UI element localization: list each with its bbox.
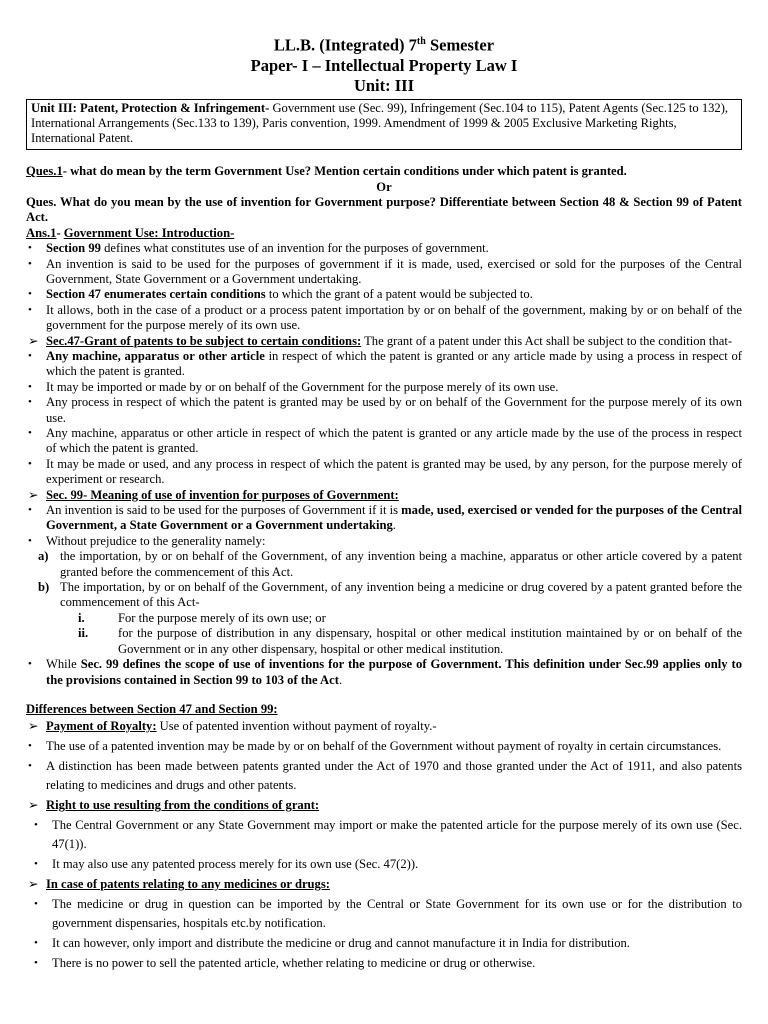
differences-list	[26, 717, 742, 973]
royalty-heading: ➢ Payment of Royalty: Use of patented invention without payment of royalty.-	[28, 719, 437, 734]
list-item: • There is no power to sell the patented article, whether relating to medicine or drug or otherwise.	[34, 956, 536, 971]
section-47-heading: ➢ Sec.47-Grant of patents to be subject to certain conditions: The grant of a patent under this Act shall be subject to the condition that-	[28, 333, 733, 348]
list-item: • Any machine, apparatus or other article in respect of which the patent is granted or any article made by using a process in respect of which the patent is granted.	[28, 348, 742, 379]
list-item: • It allows, both in the case of a product or a process patent importation by or on behalf of the government, making by or on behalf of the government for the purpose merely of its own use.	[28, 302, 742, 333]
answer-1-heading: Ans.1- Government Use: Introduction-	[26, 225, 235, 240]
list-item: • It can however, only import and distribute the medicine or drug and cannot manufacture it in India for distribution.	[34, 936, 630, 951]
list-item: • Any machine, apparatus or other article in respect of which the patent is granted or any article made by the use of the process in respect of which the patent is granted.	[28, 426, 742, 456]
right-to-use-heading: ➢ Right to use resulting from the conditions of grant:	[28, 798, 320, 813]
sub-item-b: b) The importation, by or on behalf of the Government, of any invention being a medicine or drug covered by a patent granted before the commencement of this Act-	[38, 580, 742, 610]
list-item: • Any process in respect of which the patent is granted may be used by or on behalf of the Government for the purpose merely of its own use.	[28, 395, 742, 425]
sub-item-ii: ii. for the purpose of distribution in any dispensary, hospital or other medical institution maintained by or on behalf of the Government or in any other dispensary, hospital or other medical institution.	[78, 626, 742, 656]
list-item: • Section 99 defines what constitutes use of an invention for the purposes of government.	[28, 241, 489, 256]
list-item: • It may also use any patented process merely for its own use (Sec. 47(2)).	[34, 857, 419, 872]
list-item: • The Central Government or any State Government may import or make the patented article for the purpose merely of its own use (Sec. 47(1)).	[34, 818, 742, 852]
differences-heading: Differences between Section 47 and Section 99:	[26, 701, 278, 716]
paper-title: Paper- I – Intellectual Property Law I	[250, 55, 518, 75]
list-item: • It may be made or used, and any process in respect of which the patent is granted may be used, by any person, for the purpose merely of experiment or research.	[28, 456, 742, 487]
question-1: Ques.1- what do mean by the term Government Use? Mention certain conditions under which patent is granted.	[26, 164, 627, 179]
question-1-alt: Ques. What do you mean by the use of invention for Government purpose? Differentiate between Section 48 & Section 99 of Patent Act.	[26, 194, 742, 225]
sub-item-a: a) the importation, by or on behalf of the Government, of any invention being a machine, apparatus or other article covered by a patent granted before the commencement of this Act.	[38, 549, 742, 579]
semester-title: LL.B. (Integrated) 7th Semester	[273, 35, 495, 55]
list-item: • Section 47 enumerates certain conditions to which the grant of a patent would be subjected to.	[28, 287, 533, 302]
list-item: • It may be imported or made by or on behalf of the Government for the purpose merely of its own use.	[28, 379, 559, 394]
list-item: • A distinction has been made between patents granted under the Act of 1970 and those granted under the Act of 1911, and also patents relating to medicines and drugs and other patents.	[28, 759, 742, 793]
document-header	[26, 32, 742, 96]
unit-title: Unit: III	[353, 75, 415, 95]
list-item: • While Sec. 99 defines the scope of use of inventions for the purpose of Government. This definition under Sec.99 applies only to the provisions contained in Section 99 to 103 of the Act.	[28, 657, 742, 687]
list-item: • The use of a patented invention may be made by or on behalf of the Government without payment of royalty in certain circumstances.	[28, 739, 722, 754]
document-page	[26, 32, 742, 974]
list-item: • An invention is said to be used for the purposes of Government if it is made, used, exercised or vended for the purposes of the Central Government, a State Government or a Government undertaking.	[28, 503, 742, 533]
list-item: • The medicine or drug in question can be imported by the Central or State Government for its own use or for the distribution to government dispensaries, hospitals etc.by notification.	[34, 897, 742, 931]
medicines-heading: ➢ In case of patents relating to any medicines or drugs:	[28, 877, 330, 892]
sub-item-i: i. For the purpose merely of its own use; or	[78, 610, 326, 625]
list-item: • An invention is said to be used for the purposes of government if it is made, used, exercised or sold for the purposes of the Central Government, State Government or a Government undertaking.	[28, 256, 742, 286]
list-item: • Without prejudice to the generality namely:	[28, 533, 266, 548]
section-99-heading: ➢ Sec. 99- Meaning of use of invention for purposes of Government:	[28, 487, 399, 502]
unit-syllabus-box: Unit III: Patent, Protection & Infringement- Government use (Sec. 99), Infringement (Sec.104 to 115), Patent Agents (Sec.125 to 132), International Arrangements (Sec.133 to 139), Paris convention, 1999. Amendment of 1999 & 2005 Exclusive Marketing Rights, International Patent.	[26, 99, 742, 151]
or-separator: Or	[376, 179, 392, 194]
